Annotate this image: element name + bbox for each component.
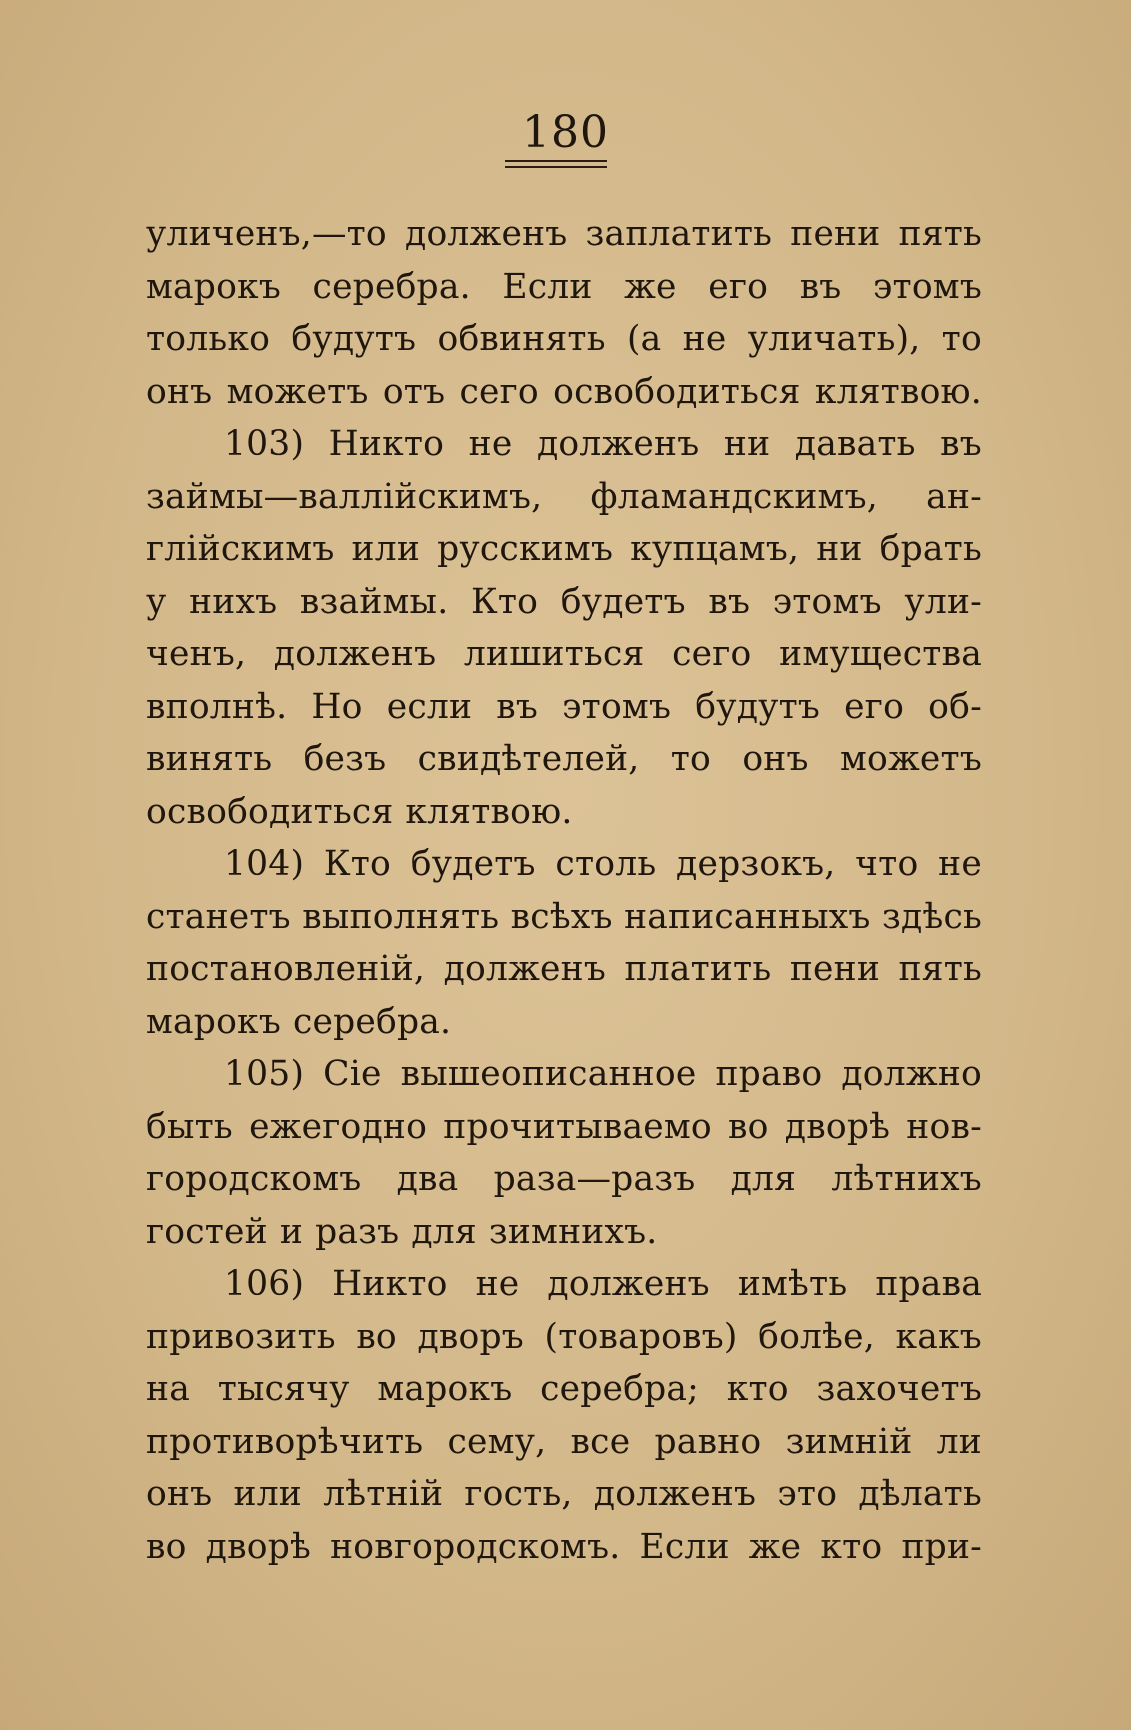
- text-line: ченъ, долженъ лишиться сего имущества: [146, 634, 982, 674]
- text-line: только будутъ обвинять (а не уличать), то: [146, 319, 982, 359]
- text-line: 103) Никто не долженъ ни давать въ: [224, 424, 982, 464]
- text-line: станетъ выполнять всѣхъ написанныхъ здѣсь: [146, 896, 982, 937]
- text-line: во дворѣ новгородскомъ. Если же кто при-: [146, 1526, 982, 1567]
- text-line: быть ежегодно прочитываемо во дворѣ нов-: [146, 1106, 982, 1147]
- text-line: городскомъ два раза—разъ для лѣтнихъ: [146, 1159, 982, 1199]
- text-line: на тысячу марокъ серебра; кто захочетъ: [146, 1369, 982, 1409]
- text-block: [146, 208, 982, 1573]
- text-line: марокъ серебра.: [146, 1001, 452, 1042]
- text-line: винять безъ свидѣтелей, то онъ можетъ: [146, 739, 982, 779]
- text-line: 106) Никто не долженъ имѣть права: [224, 1264, 982, 1304]
- text-line: гостей и разъ для зимнихъ.: [146, 1211, 658, 1252]
- text-line: уличенъ,—то долженъ заплатить пени пять: [146, 214, 982, 254]
- page-number-rule-top: [505, 160, 607, 162]
- text-line: 104) Кто будетъ столь дерзокъ, что не: [224, 844, 982, 884]
- text-line: онъ можетъ отъ сего освободиться клятвою.: [146, 371, 982, 412]
- page-number-rule-bottom: [505, 166, 607, 168]
- text-line: 105) Сіе вышеописанное право должно: [224, 1054, 982, 1094]
- text-line: марокъ серебра. Если же его въ этомъ: [146, 266, 982, 307]
- text-line: у нихъ взаймы. Кто будетъ въ этомъ ули-: [146, 581, 982, 622]
- text-line: вполнѣ. Но если въ этомъ будутъ его об-: [146, 686, 982, 727]
- text-line: освободиться клятвою.: [146, 791, 573, 832]
- text-line: займы—валлійскимъ, фламандскимъ, ан-: [146, 476, 982, 517]
- page-number: 180: [522, 107, 609, 158]
- text-line: онъ или лѣтній гость, долженъ это дѣлать: [146, 1474, 982, 1514]
- text-line: постановленій, долженъ платить пени пять: [146, 949, 982, 989]
- text-line: привозить во дворъ (товаровъ) болѣе, какъ: [146, 1316, 982, 1357]
- text-line: противорѣчить сему, все равно зимній ли: [146, 1421, 982, 1462]
- text-line: глійскимъ или русскимъ купцамъ, ни брать: [146, 529, 982, 569]
